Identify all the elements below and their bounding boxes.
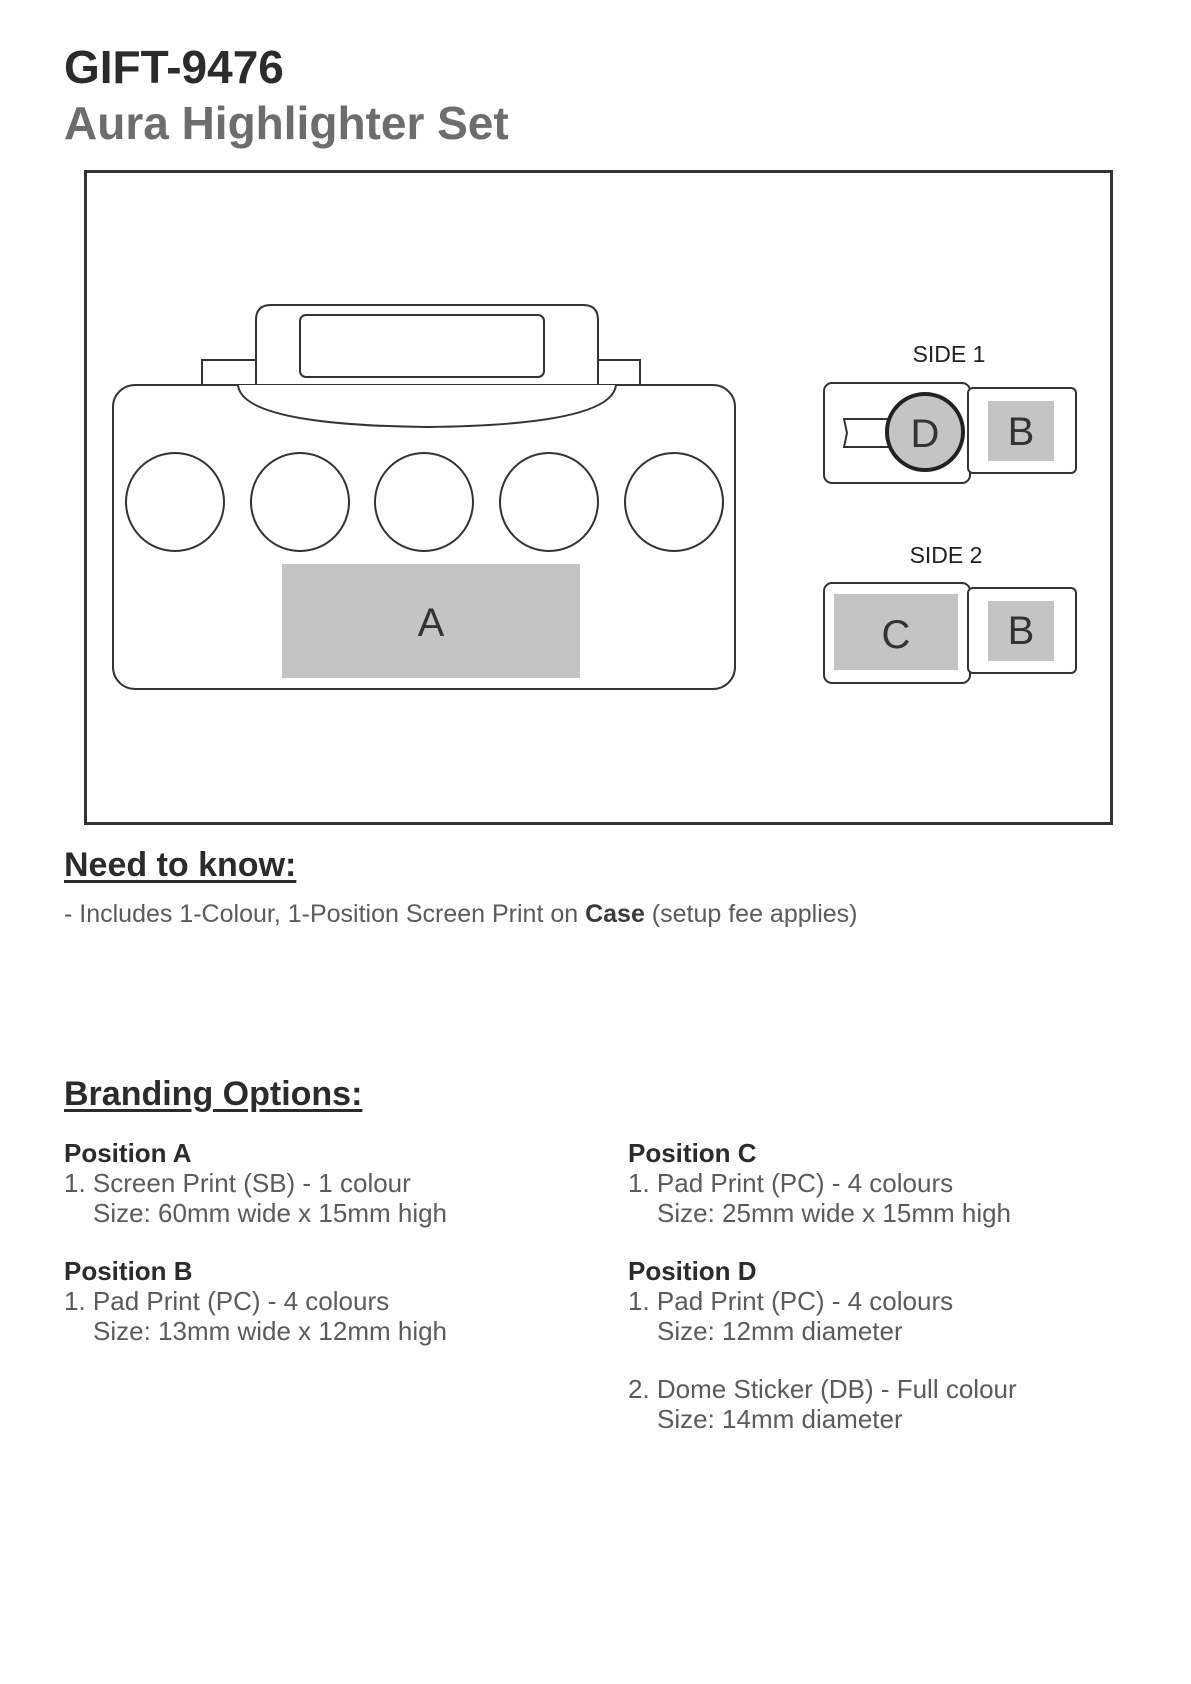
product-diagram: [84, 170, 1113, 825]
note-prefix: - Includes 1-Colour, 1-Position Screen Print on: [64, 900, 586, 928]
highlighter-cap: [625, 453, 723, 551]
label-d: D: [910, 412, 940, 456]
note-suffix: (setup fee applies): [644, 900, 858, 928]
label-b-side1: B: [1007, 410, 1035, 454]
position-d-option-2-size: Size: 14mm diameter: [657, 1404, 903, 1434]
product-name: Aura Highlighter Set: [64, 97, 509, 149]
position-b-block: [64, 1256, 524, 1346]
position-c-option-1-method: 1. Pad Print (PC) - 4 colours: [628, 1168, 954, 1198]
position-a-block: [64, 1138, 524, 1228]
need-to-know-note: [64, 900, 857, 929]
position-b-option-1-method: 1. Pad Print (PC) - 4 colours: [64, 1286, 390, 1316]
label-b-side2: B: [1007, 609, 1035, 653]
branding-options-heading: Branding Options:: [64, 1075, 363, 1113]
position-d-title: Position D: [628, 1256, 757, 1286]
position-c-title: Position C: [628, 1138, 757, 1168]
position-b-title: Position B: [64, 1256, 193, 1286]
note-bold: Case: [585, 900, 645, 928]
branding-column-left: [64, 1138, 524, 1374]
label-a: A: [417, 601, 445, 645]
position-c-block: [628, 1138, 1088, 1228]
position-a-option-1-method: 1. Screen Print (SB) - 1 colour: [64, 1168, 411, 1198]
highlighter-cap: [500, 453, 598, 551]
position-c-option-1-size: Size: 25mm wide x 15mm high: [657, 1198, 1012, 1228]
position-a-option-1-size: Size: 60mm wide x 15mm high: [93, 1198, 448, 1228]
position-d-option-1-method: 1. Pad Print (PC) - 4 colours: [628, 1286, 954, 1316]
position-d-option-1-size: Size: 12mm diameter: [657, 1316, 903, 1346]
side1-label: SIDE 1: [912, 341, 986, 367]
highlighter-cap: [375, 453, 473, 551]
product-code: GIFT-9476: [64, 41, 284, 93]
position-d-block: [628, 1256, 1088, 1434]
label-c: C: [881, 613, 911, 657]
position-b-option-1-size: Size: 13mm wide x 12mm high: [93, 1316, 448, 1346]
need-to-know-heading: Need to know:: [64, 846, 297, 884]
highlighter-cap: [126, 453, 224, 551]
branding-column-right: [628, 1138, 1088, 1462]
highlighter-cap: [251, 453, 349, 551]
side2-label: SIDE 2: [909, 542, 983, 568]
position-a-title: Position A: [64, 1138, 192, 1168]
position-d-option-2-method: 2. Dome Sticker (DB) - Full colour: [628, 1374, 1017, 1404]
